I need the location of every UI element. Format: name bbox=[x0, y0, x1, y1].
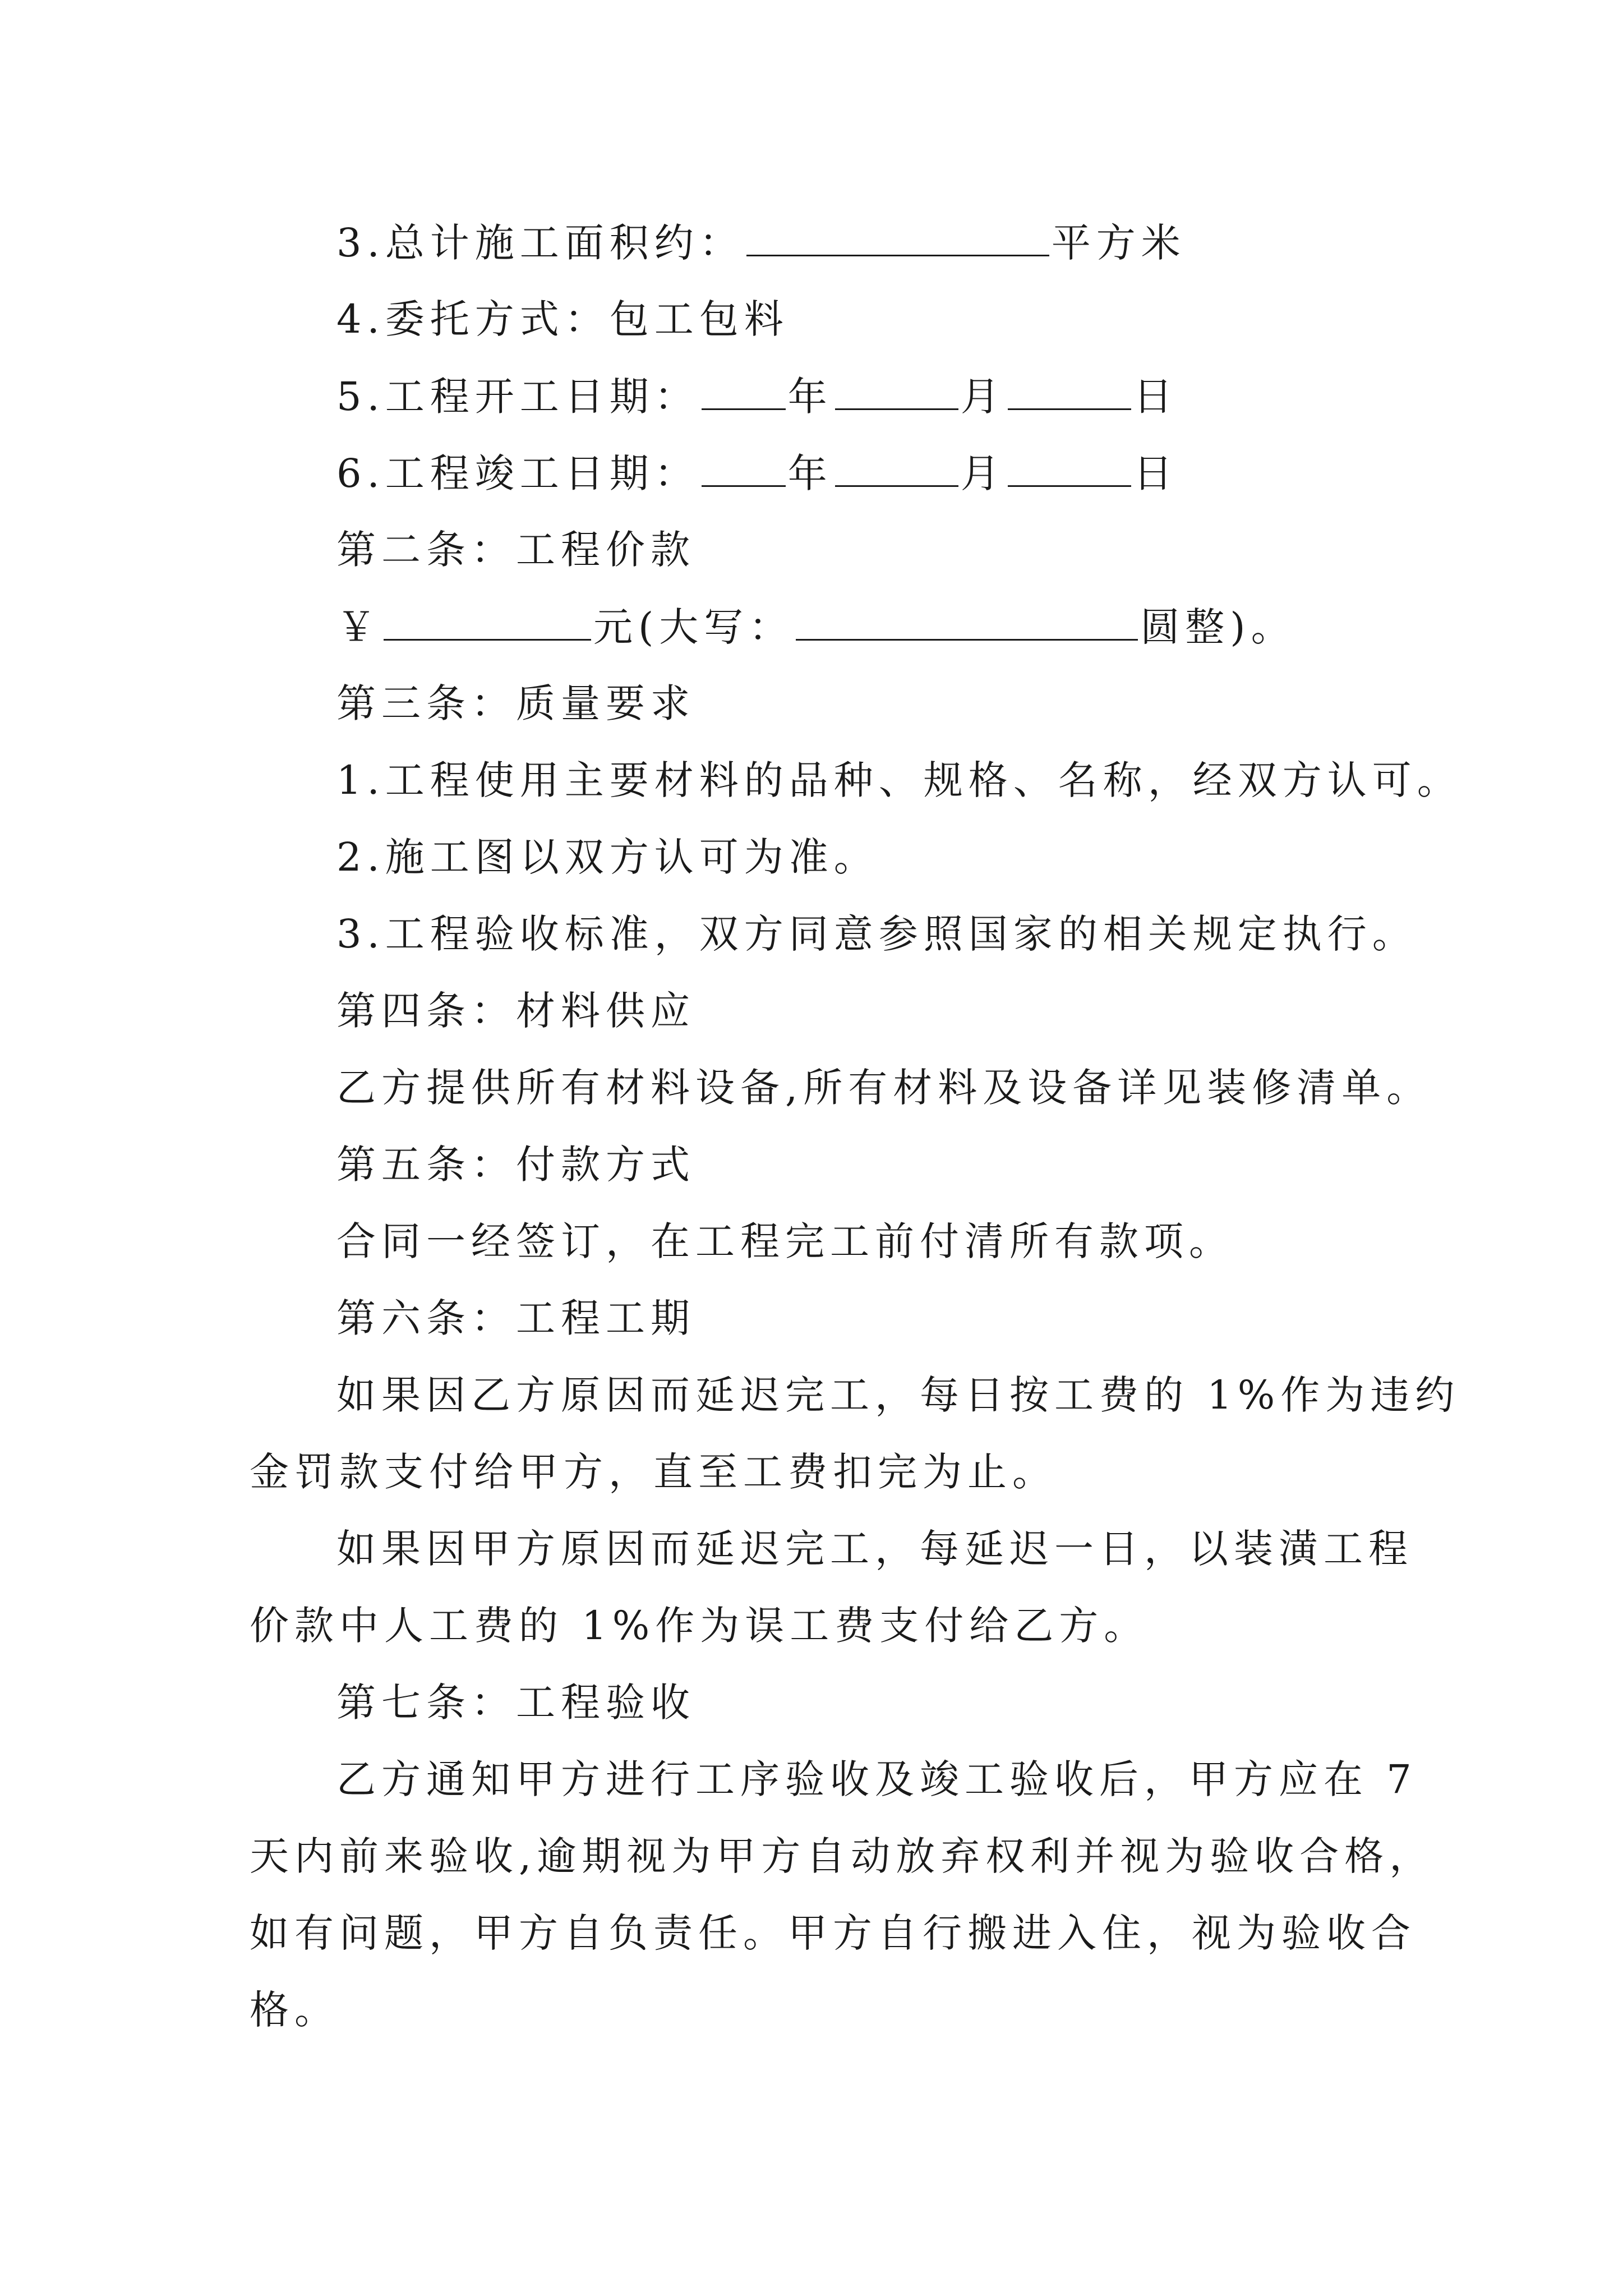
materials-text: 乙方提供所有材料设备,所有材料及设备详见装修清单。 bbox=[336, 1065, 1432, 1111]
article-2-heading bbox=[336, 522, 695, 578]
delay-party-a-text-2: 价款中人工费的 1%作为误工费支付给乙方。 bbox=[250, 1603, 1149, 1649]
completion-year-blank bbox=[702, 445, 786, 487]
acceptance-text-1: 乙方通知甲方进行工序验收及竣工验收后，甲方应在 7 bbox=[336, 1756, 1417, 1802]
commission-text: 4.委托方式：包工包料 bbox=[336, 296, 789, 342]
payment-text: 合同一经签订，在工程完工前付清所有款项。 bbox=[336, 1218, 1234, 1264]
acceptance-line-3 bbox=[250, 1905, 1416, 1961]
acceptance-line-1 bbox=[336, 1751, 1417, 1807]
article-6-title: 第六条：工程工期 bbox=[336, 1295, 695, 1341]
quality-item-1 bbox=[336, 752, 1462, 808]
acceptance-text-2: 天内前来验收,逾期视为甲方自动放弃权利并视为验收合格， bbox=[250, 1833, 1435, 1879]
clause-start-date bbox=[336, 368, 1178, 424]
start-year-label: 年 bbox=[787, 374, 833, 420]
article-7-heading bbox=[336, 1674, 695, 1731]
price-capital-label: 元(大写： bbox=[593, 604, 794, 650]
start-month-blank bbox=[835, 368, 958, 410]
start-month-label: 月 bbox=[960, 374, 1006, 420]
start-day-label: 日 bbox=[1133, 374, 1178, 420]
delay-party-a-text-1: 如果因甲方原因而延迟完工，每延迟一日，以装潢工程 bbox=[336, 1526, 1413, 1572]
acceptance-text-4: 格。 bbox=[250, 1987, 339, 2033]
article-3-heading bbox=[336, 675, 695, 731]
delay-party-b-line-1 bbox=[336, 1367, 1460, 1423]
clause-total-area bbox=[336, 214, 1186, 270]
area-blank bbox=[746, 214, 1049, 256]
quality-item-2-text: 2.施工图以双方认可为准。 bbox=[336, 834, 879, 880]
completion-month-label: 月 bbox=[960, 450, 1006, 496]
completion-day-label: 日 bbox=[1133, 450, 1178, 496]
quality-item-1-text: 1.工程使用主要材料的品种、规格、名称，经双方认可。 bbox=[336, 757, 1462, 803]
area-label: 3.总计施工面积约： bbox=[336, 220, 744, 266]
completion-day-blank bbox=[1008, 445, 1131, 487]
start-year-blank bbox=[702, 368, 786, 410]
article-4-heading bbox=[336, 983, 695, 1039]
clause-price bbox=[336, 599, 1296, 655]
delay-party-b-line-2 bbox=[250, 1444, 1057, 1500]
yen-symbol: ￥ bbox=[336, 604, 381, 650]
quality-item-3-text: 3.工程验收标准，双方同意参照国家的相关规定执行。 bbox=[336, 911, 1417, 957]
materials-paragraph bbox=[336, 1060, 1431, 1116]
article-3-title: 第三条：质量要求 bbox=[336, 680, 695, 726]
article-6-heading bbox=[336, 1290, 695, 1346]
acceptance-line-2 bbox=[250, 1828, 1434, 1884]
delay-party-a-line-2 bbox=[250, 1598, 1149, 1654]
acceptance-line-4 bbox=[250, 1982, 339, 2038]
price-capital-blank bbox=[796, 599, 1138, 641]
delay-party-a-line-1 bbox=[336, 1521, 1413, 1577]
payment-paragraph bbox=[336, 1213, 1234, 1269]
completion-date-label: 6.工程竣工日期： bbox=[336, 450, 699, 496]
clause-completion-date bbox=[336, 445, 1178, 501]
article-2-title: 第二条：工程价款 bbox=[336, 527, 695, 573]
article-5-title: 第五条：付款方式 bbox=[336, 1142, 695, 1188]
start-date-label: 5.工程开工日期： bbox=[336, 374, 699, 420]
price-amount-blank bbox=[384, 599, 591, 641]
delay-party-b-text-1: 如果因乙方原因而延迟完工，每日按工费的 1%作为违约 bbox=[336, 1372, 1460, 1418]
acceptance-text-3: 如有问题，甲方自负责任。甲方自行搬进入住，视为验收合 bbox=[250, 1910, 1416, 1956]
start-day-blank bbox=[1008, 368, 1131, 410]
price-suffix: 圆整)。 bbox=[1140, 604, 1296, 650]
quality-item-3 bbox=[336, 906, 1417, 962]
completion-year-label: 年 bbox=[787, 450, 833, 496]
article-5-heading bbox=[336, 1137, 695, 1193]
clause-commission-method bbox=[336, 291, 789, 347]
quality-item-2 bbox=[336, 829, 879, 885]
completion-month-blank bbox=[835, 445, 958, 487]
area-unit: 平方米 bbox=[1051, 220, 1186, 266]
article-7-title: 第七条：工程验收 bbox=[336, 1680, 695, 1726]
delay-party-b-text-2: 金罚款支付给甲方，直至工费扣完为止。 bbox=[250, 1449, 1057, 1495]
article-4-title: 第四条：材料供应 bbox=[336, 988, 695, 1034]
